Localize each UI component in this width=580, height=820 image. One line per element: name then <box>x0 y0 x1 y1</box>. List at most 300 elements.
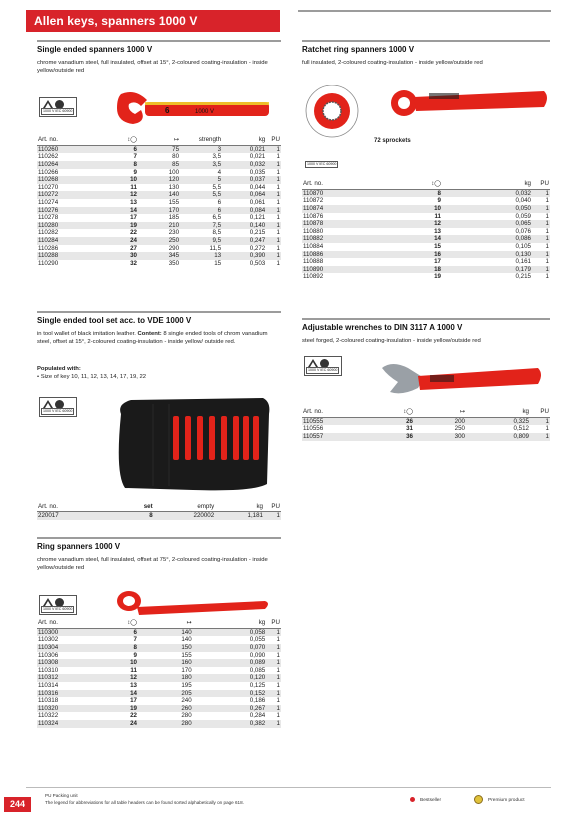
table-row <box>37 659 281 667</box>
table-cell: 110880 <box>303 227 324 235</box>
table-row <box>37 145 281 153</box>
table-cell: 110284 <box>37 237 98 245</box>
table-cell: 0,035 <box>249 168 266 176</box>
populated-title: Populated with: <box>37 366 81 372</box>
table-cell: 31 <box>406 425 413 433</box>
table-row <box>302 197 550 205</box>
col-pu: PU <box>530 408 550 417</box>
table-cell: 210 <box>138 222 180 230</box>
table-row <box>37 682 281 690</box>
table-cell: 110882 <box>302 235 362 243</box>
table-cell: 1,181 <box>215 512 264 520</box>
table-cell: 14 <box>98 207 138 215</box>
table-cell: 0,140 <box>222 222 266 230</box>
section-ratchet-spanners <box>302 40 550 180</box>
table-cell: 110290 <box>38 259 59 267</box>
footer-line-pu: PU Packing unit <box>45 793 78 798</box>
table-cell: 36 <box>362 433 414 441</box>
table-cell: 14 <box>362 235 442 243</box>
table-row <box>37 153 281 161</box>
table-cell: 0,512 <box>513 425 529 433</box>
col-kg: kg <box>215 503 264 512</box>
table-cell: 290 <box>168 244 180 252</box>
table-cell: 0,085 <box>249 666 266 674</box>
table-cell: 1 <box>266 191 281 199</box>
table-cell: 1 <box>276 666 280 674</box>
table-cell: 0,086 <box>442 235 532 243</box>
table-row <box>302 213 550 221</box>
table-cell: 11 <box>434 212 441 220</box>
col-art-no: Art. no. <box>37 503 99 512</box>
table-cell: 32 <box>130 259 137 267</box>
table-cell: 110876 <box>303 212 324 220</box>
table-cell: 13 <box>130 681 137 689</box>
table-cell: 0,272 <box>249 244 266 252</box>
bestseller-icon <box>410 797 415 802</box>
table-cell: 1 <box>276 153 280 161</box>
legend-premium: Premium product <box>474 795 525 804</box>
table-row <box>302 243 550 251</box>
table-cell: 18 <box>362 266 442 274</box>
table-cell: 110878 <box>302 220 362 228</box>
table-cell: 3 <box>180 145 222 153</box>
table-cell: 110300 <box>37 628 98 636</box>
table-row <box>37 222 281 230</box>
table-cell: 1 <box>276 636 280 644</box>
table-cell: 130 <box>168 183 180 191</box>
table-cell: 12 <box>98 674 138 682</box>
section-divider <box>37 311 281 313</box>
table-cell: 1 <box>266 674 281 682</box>
table-cell: 0,055 <box>249 636 266 644</box>
table-row <box>37 214 281 222</box>
table-cell: 7,5 <box>180 222 222 230</box>
table-cell: 110557 <box>302 433 362 441</box>
col-pu: PU <box>264 503 281 512</box>
table-cell: 1 <box>266 145 281 153</box>
table-cell: 1 <box>276 651 280 659</box>
footer-notes <box>45 793 244 807</box>
footer-divider <box>26 787 551 788</box>
table-cell: 0,809 <box>466 433 530 441</box>
table-cell: 1 <box>276 198 280 206</box>
table-cell: 110272 <box>37 191 98 199</box>
table-cell: 1 <box>266 705 281 713</box>
table-cell: 110556 <box>303 425 324 433</box>
single-ended-table <box>37 136 281 267</box>
table-cell: 110322 <box>38 712 59 720</box>
table-cell: 24 <box>98 237 138 245</box>
table-cell: 110310 <box>38 666 59 674</box>
table-cell: 3,5 <box>212 153 222 161</box>
table-cell: 9 <box>437 197 441 205</box>
table-cell: 1 <box>276 229 280 237</box>
adjustable-wrenches-table <box>302 408 550 441</box>
table-cell: 9,5 <box>180 237 222 245</box>
table-cell: 1 <box>532 205 550 213</box>
table-cell: 1 <box>266 720 281 728</box>
table-cell: 11,5 <box>209 244 222 252</box>
table-row <box>302 273 550 281</box>
svg-text:1000 V: 1000 V <box>195 109 215 115</box>
table-cell: 17 <box>130 697 137 705</box>
length-icon: ↦ <box>414 408 466 417</box>
table-cell: 110280 <box>37 222 98 230</box>
table-cell: 0,050 <box>442 205 532 213</box>
table-row <box>37 161 281 169</box>
table-cell: 10 <box>98 659 138 667</box>
table-cell: 250 <box>454 425 465 433</box>
col-kg: kg <box>193 619 267 628</box>
col-set: set <box>99 503 154 512</box>
col-art-no: Art. no. <box>302 180 362 189</box>
table-cell: 140 <box>181 636 192 644</box>
table-cell: 16 <box>362 251 442 259</box>
section-title: Adjustable wrenches to DIN 3117 A 1000 V <box>302 323 463 332</box>
table-row <box>302 220 550 228</box>
section-tool-set <box>37 311 281 521</box>
table-cell: 1 <box>545 273 549 281</box>
table-row <box>37 636 281 644</box>
page-number: 244 <box>4 797 31 812</box>
table-cell: 8 <box>98 161 138 169</box>
table-cell: 8 <box>99 512 154 520</box>
table-cell: 345 <box>138 252 180 260</box>
table-cell: 1 <box>545 242 549 250</box>
table-cell: 110318 <box>38 697 59 705</box>
table-row <box>37 720 281 728</box>
table-cell: 140 <box>138 628 193 636</box>
table-row <box>37 690 281 698</box>
table-cell: 0,382 <box>193 720 267 728</box>
col-art-no: Art. no. <box>302 408 362 417</box>
table-cell: 110286 <box>38 244 59 252</box>
table-cell: 7 <box>133 153 137 161</box>
section-divider <box>37 537 281 539</box>
size-icon: ↕◯ <box>98 136 138 145</box>
table-row <box>37 712 281 720</box>
page-title: Allen keys, spanners 1000 V <box>34 14 198 28</box>
table-cell: 110308 <box>37 659 98 667</box>
section-description: steel forged, 2-coloured coating-insulation - inside yellow/outside red <box>302 338 481 344</box>
table-cell: 110266 <box>38 168 59 176</box>
table-cell: 22 <box>130 712 137 720</box>
table-cell: 9 <box>133 651 137 659</box>
table-row <box>302 266 550 274</box>
table-cell: 1 <box>276 183 280 191</box>
table-cell: 110278 <box>38 214 59 222</box>
table-cell: 10 <box>362 205 442 213</box>
section-description: chrome vanadium steel, full insulated, offset at 75°, 2-coloured coating-insulation - inside yellow/outside red <box>37 557 268 572</box>
table-cell: 0,186 <box>249 697 266 705</box>
table-cell: 1 <box>530 433 550 441</box>
table-cell: 14 <box>98 690 138 698</box>
header-divider <box>298 10 551 12</box>
table-cell: 110282 <box>38 229 59 237</box>
section-title: Ring spanners 1000 V <box>37 542 121 551</box>
table-cell: 6 <box>180 207 222 215</box>
table-cell: 110288 <box>37 252 98 260</box>
table-cell: 0,065 <box>442 220 532 228</box>
table-cell: 170 <box>181 666 192 674</box>
table-cell: 0,064 <box>222 191 266 199</box>
table-cell: 13 <box>130 198 137 206</box>
table-cell: 260 <box>138 705 193 713</box>
table-cell: 8 <box>98 644 138 652</box>
table-row <box>37 207 281 215</box>
table-row <box>37 176 281 184</box>
table-row <box>37 705 281 713</box>
section-divider <box>302 318 550 320</box>
table-cell: 110274 <box>38 198 59 206</box>
table-cell: 120 <box>138 176 180 184</box>
table-row <box>37 169 281 177</box>
section-title: Ratchet ring spanners 1000 V <box>302 45 415 54</box>
table-cell: 0,215 <box>515 273 531 281</box>
table-cell: 0,070 <box>193 644 267 652</box>
table-cell: 110320 <box>37 705 98 713</box>
table-cell: 0,021 <box>222 145 266 153</box>
table-row <box>37 229 281 237</box>
table-cell: 0,021 <box>249 153 266 161</box>
table-cell: 350 <box>168 259 180 267</box>
table-cell: 155 <box>181 651 192 659</box>
table-cell: 110892 <box>303 273 324 281</box>
table-cell: 8,5 <box>212 229 222 237</box>
table-cell: 0,503 <box>249 259 266 267</box>
table-cell: 1 <box>532 251 550 259</box>
table-cell: 6 <box>217 198 222 206</box>
tool-set-table <box>37 503 281 520</box>
table-cell: 0,267 <box>193 705 267 713</box>
table-cell: 0,125 <box>249 681 266 689</box>
table-cell: 1 <box>276 259 280 267</box>
table-row <box>302 251 550 259</box>
table-cell: 1 <box>266 628 281 636</box>
table-row <box>37 260 281 268</box>
table-row <box>37 674 281 682</box>
table-cell: 0,247 <box>222 237 266 245</box>
col-kg: kg <box>222 136 266 145</box>
table-cell: 140 <box>138 191 180 199</box>
table-cell: 110262 <box>38 153 59 161</box>
table-cell: 220002 <box>154 512 216 520</box>
table-row <box>302 417 550 425</box>
table-cell: 110555 <box>302 417 362 425</box>
table-cell: 1 <box>266 161 281 169</box>
table-cell: 110264 <box>37 161 98 169</box>
section-divider <box>302 40 550 42</box>
table-cell: 280 <box>138 720 193 728</box>
section-description: full insulated, 2-coloured coating-insulation - inside yellow/outside red <box>302 60 483 66</box>
table-cell: 4 <box>217 168 222 176</box>
col-pu: PU <box>266 619 281 628</box>
table-cell: 0,390 <box>222 252 266 260</box>
table-cell: 15 <box>214 259 222 267</box>
table-cell: 5,5 <box>212 183 222 191</box>
table-row <box>37 237 281 245</box>
table-cell: 12 <box>362 220 442 228</box>
table-cell: 22 <box>130 229 137 237</box>
table-cell: 1 <box>545 227 549 235</box>
table-cell: 0,090 <box>249 651 266 659</box>
table-cell: 0,076 <box>515 227 531 235</box>
table-cell: 1 <box>276 697 280 705</box>
table-cell: 1 <box>545 197 549 205</box>
table-cell: 110260 <box>37 145 98 153</box>
table-cell: 1 <box>545 258 549 266</box>
table-cell: 160 <box>138 659 193 667</box>
table-cell: 0,121 <box>249 214 266 222</box>
page-header <box>26 10 280 32</box>
section-divider <box>37 40 281 42</box>
table-cell: 1 <box>266 237 281 245</box>
col-kg: kg <box>466 408 530 417</box>
table-cell: 200 <box>414 417 466 425</box>
table-cell: 0,284 <box>249 712 266 720</box>
table-cell: 110270 <box>38 183 59 191</box>
table-row <box>37 252 281 260</box>
table-cell: 0,059 <box>515 212 531 220</box>
col-kg: kg <box>442 180 532 189</box>
table-cell: 8 <box>362 189 442 197</box>
table-cell: 30 <box>98 252 138 260</box>
table-row <box>302 235 550 243</box>
table-cell: 110304 <box>37 644 98 652</box>
table-cell: 110886 <box>302 251 362 259</box>
table-cell: 17 <box>434 258 441 266</box>
table-cell: 0,040 <box>515 197 531 205</box>
table-cell: 0,044 <box>249 183 266 191</box>
table-cell: 110874 <box>302 205 362 213</box>
size-icon: ↕◯ <box>98 619 138 628</box>
table-cell: 0,130 <box>442 251 532 259</box>
table-cell: 110890 <box>302 266 362 274</box>
table-cell: 110316 <box>37 690 98 698</box>
table-cell: 185 <box>168 214 180 222</box>
table-cell: 110324 <box>37 720 98 728</box>
vde-badge: 1000 V IEC 60900 <box>39 97 77 117</box>
length-icon: ↦ <box>138 136 180 145</box>
table-cell: 1 <box>545 425 549 433</box>
table-row <box>302 189 550 197</box>
col-pu: PU <box>266 136 281 145</box>
svg-text:6: 6 <box>165 106 170 115</box>
col-art-no: Art. no. <box>37 619 98 628</box>
table-cell: 1 <box>532 266 550 274</box>
section-adjustable-wrenches <box>302 318 550 418</box>
table-cell: 24 <box>98 720 138 728</box>
table-cell: 1 <box>276 214 280 222</box>
table-cell: 19 <box>98 222 138 230</box>
table-cell: 0,084 <box>222 207 266 215</box>
table-cell: 100 <box>168 168 180 176</box>
table-cell: 1 <box>532 235 550 243</box>
table-cell: 110872 <box>303 197 324 205</box>
table-cell: 280 <box>181 712 192 720</box>
populated-item: • Size of key 10, 11, 12, 13, 14, 17, 19, 22 <box>37 374 147 380</box>
table-cell: 6,5 <box>212 214 222 222</box>
sprockets-label: 72 sprockets <box>374 138 411 144</box>
table-cell: 1 <box>266 222 281 230</box>
table-row <box>302 205 550 213</box>
table-cell: 75 <box>138 145 180 153</box>
premium-icon <box>474 795 483 804</box>
table-row <box>37 184 281 192</box>
table-cell: 1 <box>266 252 281 260</box>
table-cell: 5,5 <box>180 191 222 199</box>
table-row <box>37 644 281 652</box>
size-icon: ↕◯ <box>362 180 442 189</box>
table-cell: 9 <box>133 168 137 176</box>
table-cell: 6 <box>98 628 138 636</box>
table-cell: 150 <box>138 644 193 652</box>
adjustable-wrench-image <box>378 358 544 404</box>
table-cell: 1 <box>266 659 281 667</box>
table-cell: 0,089 <box>193 659 267 667</box>
table-cell: 110276 <box>37 207 98 215</box>
table-cell: 10 <box>98 176 138 184</box>
footer-line-legend: The legend for abbreviations for all table headers can be found sorted alphabetically on page 618. <box>45 799 244 805</box>
ratchet-spanners-table <box>302 180 550 281</box>
table-cell: 1 <box>266 207 281 215</box>
table-cell: 12 <box>98 191 138 199</box>
table-cell: 6 <box>98 145 138 153</box>
table-cell: 80 <box>172 153 180 161</box>
section-ring-spanners <box>37 537 281 617</box>
table-row <box>37 199 281 207</box>
table-cell: 85 <box>138 161 180 169</box>
table-cell: 13 <box>180 252 222 260</box>
tool-wallet-image <box>113 394 273 494</box>
section-description: chrome vanadium steel, full insulated, offset at 15°, 2-coloured coating-insulation - inside yellow/outside red <box>37 60 268 75</box>
table-cell: 1 <box>276 681 280 689</box>
table-cell: 1 <box>266 176 281 184</box>
section-description: in tool wallet of black imitation leather. Content: 8 single ended tools of chrom vanadium steel, offset at 15°, 2-coloured coating-insulation - inside yellow/ outside red. <box>37 331 268 346</box>
table-cell: 205 <box>138 690 193 698</box>
table-cell: 0,058 <box>193 628 267 636</box>
col-art-no: Art. no. <box>37 136 98 145</box>
table-cell: 170 <box>138 207 180 215</box>
length-icon: ↦ <box>138 619 193 628</box>
vde-badge: 1000 V IEC 60900 <box>304 356 342 376</box>
table-cell: 19 <box>434 273 441 281</box>
table-cell: 1 <box>266 690 281 698</box>
table-cell: 110306 <box>38 651 59 659</box>
table-cell: 19 <box>98 705 138 713</box>
table-row <box>37 628 281 636</box>
table-cell: 13 <box>434 227 441 235</box>
table-row <box>302 433 550 441</box>
table-cell: 195 <box>181 681 192 689</box>
table-cell: 7 <box>133 636 137 644</box>
vde-badge: 1000 V IEC 60900 <box>39 397 77 417</box>
table-cell: 300 <box>414 433 466 441</box>
table-cell: 110884 <box>303 242 324 250</box>
table-cell: 1 <box>545 212 549 220</box>
table-cell: 230 <box>168 229 180 237</box>
table-cell: 0,179 <box>442 266 532 274</box>
table-cell: 110888 <box>303 258 324 266</box>
table-cell: 0,152 <box>193 690 267 698</box>
vde-badge: 1000 V IEC 60900 <box>304 158 346 170</box>
table-cell: 110870 <box>302 189 362 197</box>
table-row <box>37 512 281 520</box>
vde-badge: 1000 V IEC 60900 <box>39 595 77 615</box>
table-cell: 240 <box>181 697 192 705</box>
table-row <box>302 228 550 236</box>
table-cell: 27 <box>130 244 137 252</box>
